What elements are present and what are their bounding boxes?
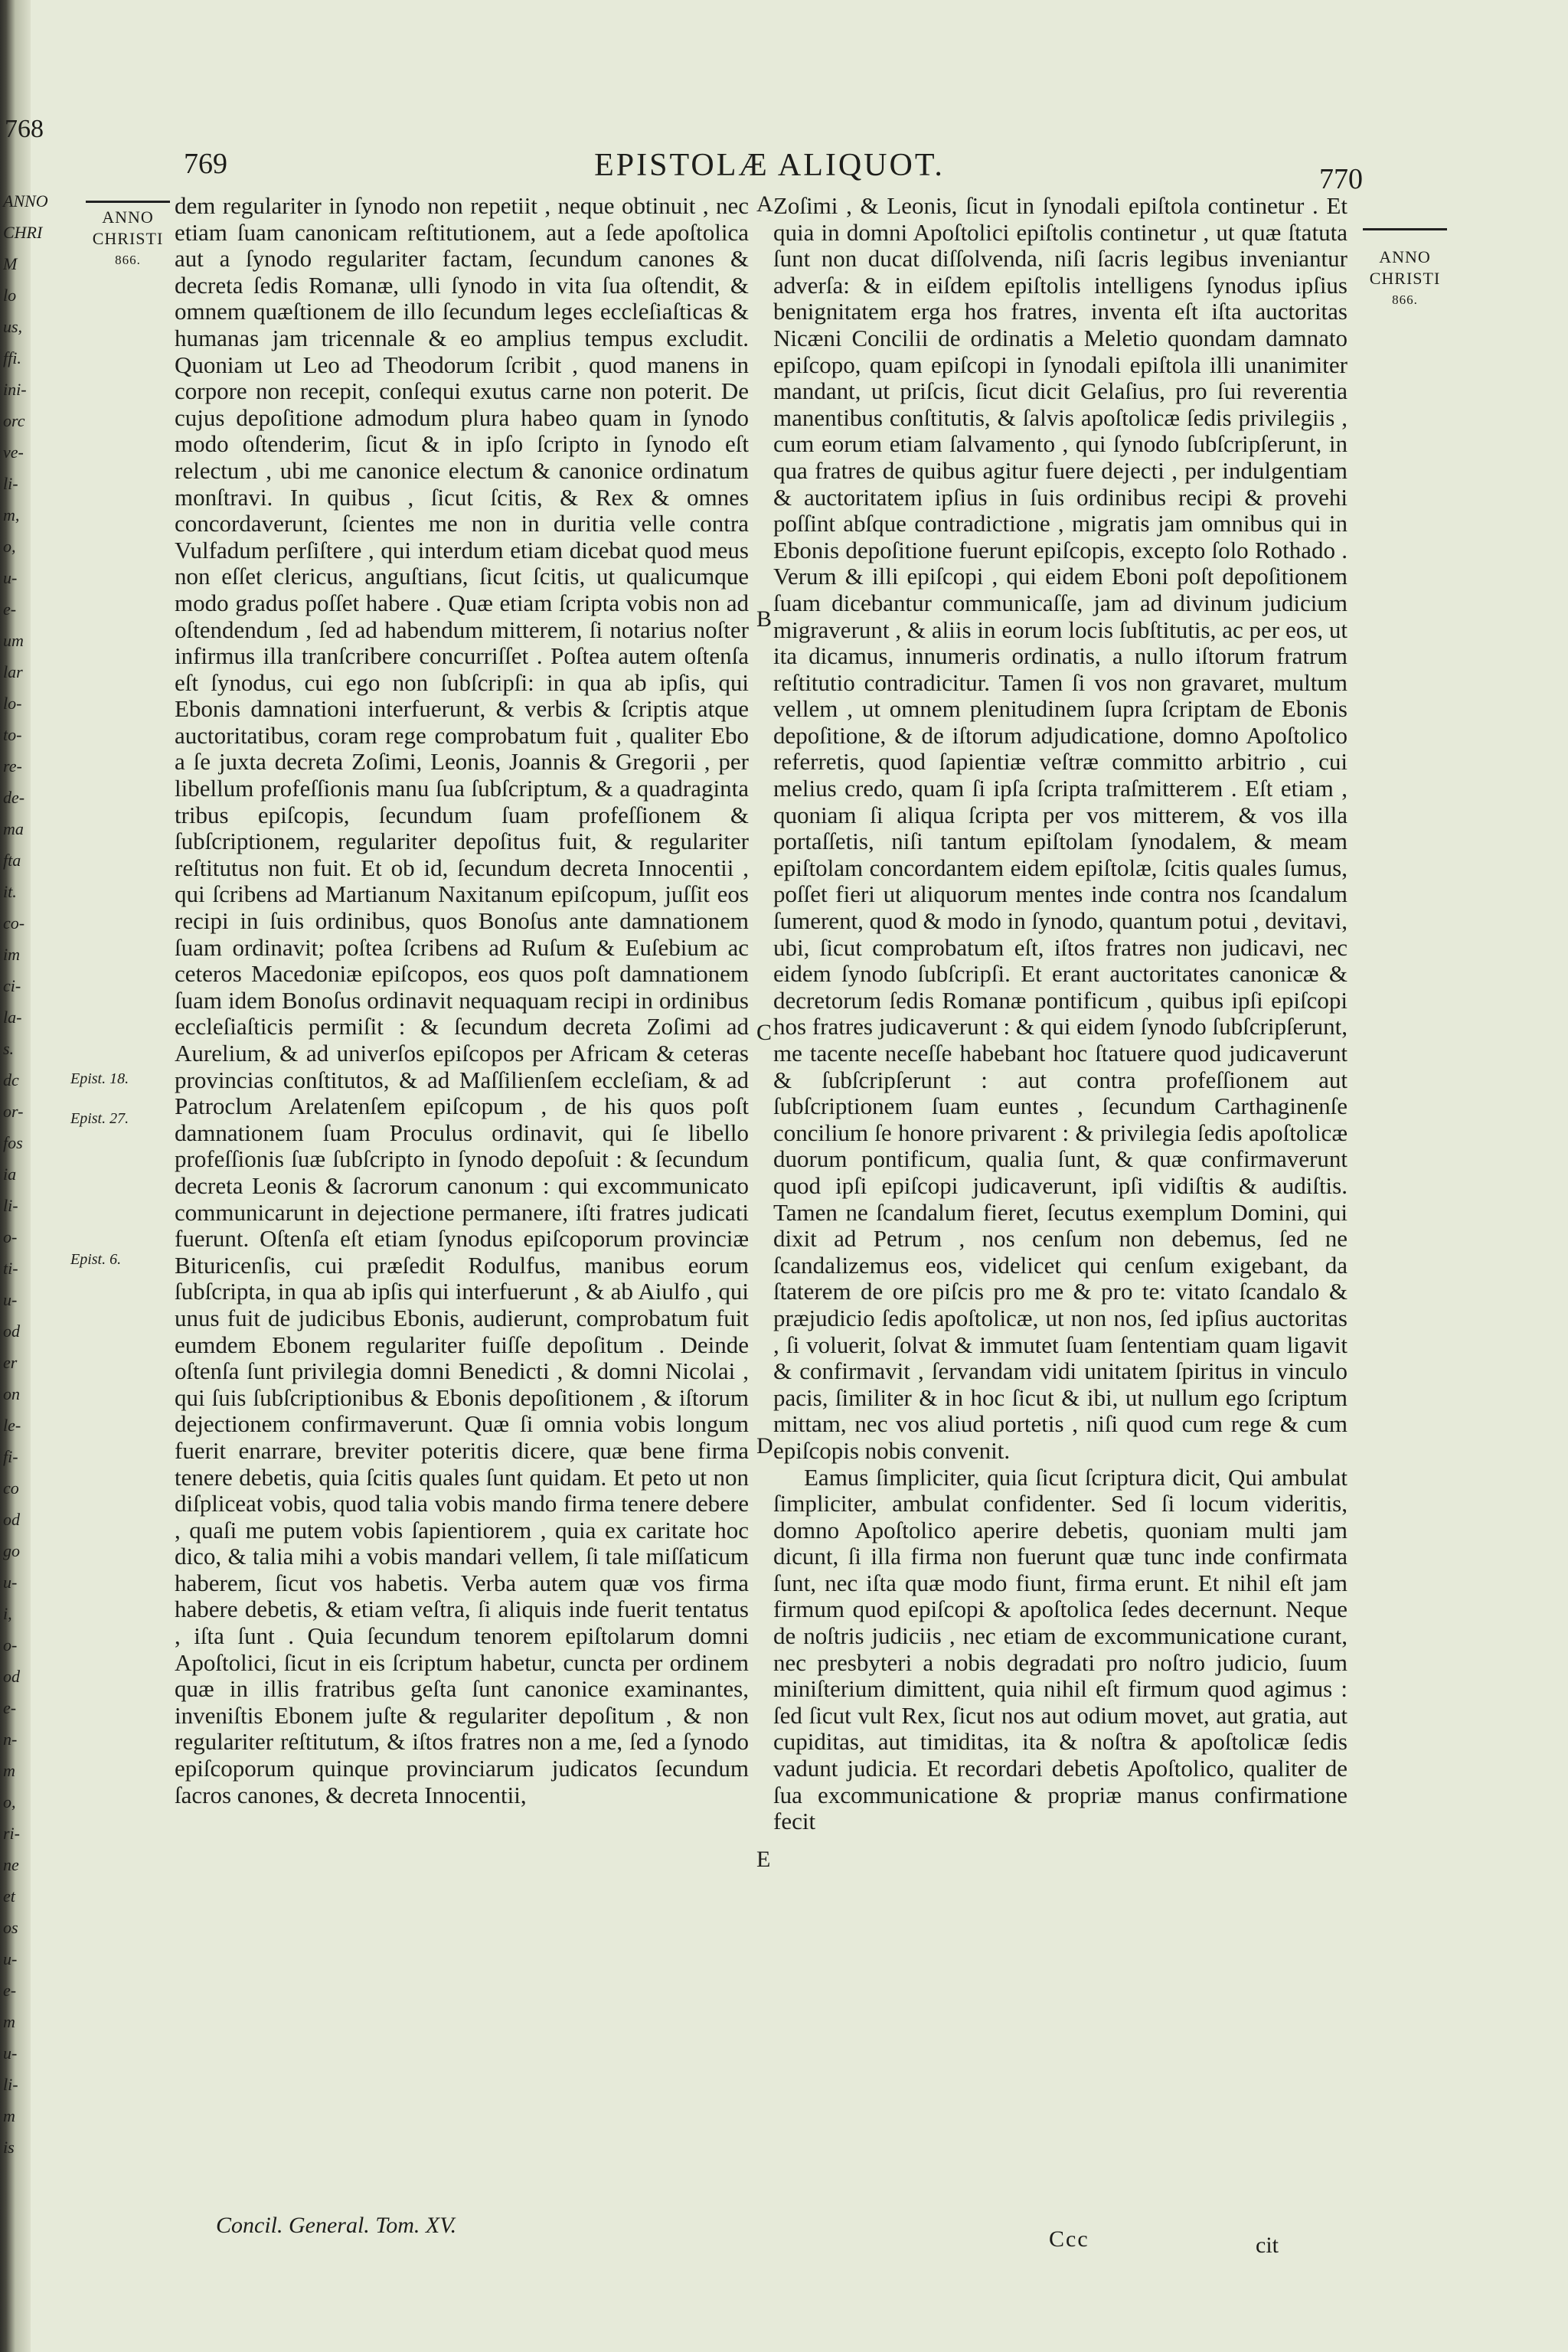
right-column-paragraph-2: Eamus ſimpliciter, quia ſicut ſcriptura dicit, Qui ambulat ſimpliciter, ambulat confidenter. Sed ſi locum videritis, domno Apoſtolico aperire debetis, quoniam multi jam dicunt, ſi illa firma non fuerunt quæ tunc inde confirmata ſunt, nec iſta quæ modo fiunt, firma erunt. Et nihil eſt jam firmum quod epiſcopi & apoſtolica ſedes decernunt. Neque de noſtris judiciis , nec etiam de excommunicatione curant, nec presbyteri a nobis degradati pro noſtro judicio, ſuum miniſterium dimittent, quia nihil eſt firmum quod agimus : ſed ſicut vult Rex, ſicut nos aut odium movet, aut gratia, aut cupiditas, aut timiditas, ita & noſtra & apoſtolicæ ſedis vadunt judicia. Et recordari debetis Apoſtolico, qualiter de ſua excommunicatione & propriæ manus confirmatione fecit [773, 1463, 1348, 1835]
previous-page-fragment: u- [3, 568, 18, 587]
page-number-left: 769 [184, 148, 227, 180]
previous-page-fragment: la- [3, 1008, 22, 1027]
previous-page-fragment: i, [3, 1604, 12, 1623]
section-letter-d: D [756, 1433, 773, 1459]
previous-page-fragment: et [3, 1886, 15, 1906]
rule-left [86, 201, 170, 203]
previous-page-fragment: M [3, 254, 18, 273]
previous-page-fragment: co- [3, 913, 25, 933]
right-column [773, 193, 1348, 1835]
previous-page-fragment: im [3, 945, 20, 964]
previous-page-fragment: s. [3, 1039, 15, 1058]
previous-page-fragment: ia [3, 1165, 17, 1184]
previous-page-fragment: ti- [3, 1259, 18, 1278]
footer-volume: Concil. General. Tom. XV. [216, 2213, 457, 2238]
right-column-text: Zoſimi , & Leonis, ſicut in ſynodali epiſtola continetur . Et quia in domni Apoſtolici epiſtolis continetur , ut quæ ſtatuta ſunt non ducat diſſolvenda, niſi ſacris legibus inveniantur adverſa: & in eiſdem epiſtolis intelligens ſynodus ipſius benignitatem erga hos fratres, inventa eſt iſta auctoritas Nicæni Concilii de ordinatis a Meletio quondam damnato epiſcopo, quam epiſcopi in ſynodali epiſtola illi unanimiter mandant, ut priſcis, ſicut dicit Gelaſius, pro ſui reverentia manentibus conſtitutis, & ſalvis apoſtolicæ ſedis privilegiis , cum eorum etiam ſalvamento , qui ſynodo ſubſcripſerunt, in qua fratres de quibus agitur fuere dejecti , per indulgentiam & auctoritatem ipſius in ſuis ordinibus recipi & provehi poſſint abſque contradictione , migratis jam omnibus qui in Ebonis depoſitione fuerunt epiſcopis, excepto ſolo Rothado . Verum & illi epiſcopi , qui eidem Eboni poſt depoſitionem ſuam dicebantur communicaſſe, jam ad divinum judicium migraverunt , & aliis in eorum locis ſubſtitutis, ac per eos, ut ita dicamus, innumeris ordinatis, a nullo iſtorum fratrum reſtitutio contradicitur. Tamen ſi vos non gravaret, multum vellem , ut omnem plenitudinem ſupra ſcriptam de Ebonis depoſitione, & de iſtorum adjudicatione, domno Apoſtolico referretis, quod ſapientiæ veſtræ committo arbitrio , cui melius credo, quam ſi ipſa ſcripta traſmitterem . Eſt etiam , quoniam ſi aliqua ſcripta per vos mitterem, & vos illa portaſſetis, niſi tantum epiſtolam ſynodalem, & meam epiſtolam concordantem eidem epiſtolæ, ſcitis quales ſumus, poſſet fieri ut aliquorum mentes inde contra nos ſcandalum ſumerent, quod & modo in ſynodo, quantum potui , devitavi, ubi, ſicut comprobatum eſt, iſtos fratres non judicavi, nec eidem ſynodo ſubſcripſi. Et erant auctoritates canonicæ & decretorum ſedis Romanæ pontificum , quibus ipſi epiſcopi hos fratres judicaverunt : & qui eidem ſynodo ſubſcripſerunt, me tacente neceſſe habebant hoc ſtatuere quod judicaverunt & ſubſcripſerunt : aut contra profeſſionem aut ſubſcriptionem ſuam euntes , ſecundum Carthaginenſe concilium ſe honore privarent : & privilegia ſedis apoſtolicæ duorum pontificum, qualia ſunt, & quæ confirmaverunt quod ipſi epiſcopi judicaverunt, ipſi vidiſtis & audiſtis. Tamen ne ſcandalum fieret, ſecutus exemplum Domini, qui dixit ad Petrum , nos cenſum non debemus, ſed ne ſcandalizemus eos, videlicet qui cenſum exigebant, da ſtaterem de ore piſcis pro me & pro te: vitato ſcandalo & præjudicio ſedis apoſtolicæ, ut non nos, ſed ipſius auctoritas , ſi voluerit, ſolvat & immutet ſuam ſententiam quam ligavit & confirmavit , ſervandam vidi unitatem ſpiritus in vinculo pacis, ſimiliter & in hoc ſicut & ibi, ut nullum ego ſcriptum mittam, nec vos aliud portetis , niſi quod cum rege & cum epiſcopis nobis convenit. [773, 192, 1348, 1464]
previous-page-fragment: er [3, 1353, 18, 1372]
previous-page-fragment: ne [3, 1855, 19, 1874]
previous-page-fragment: li- [3, 474, 18, 493]
previous-page-fragment: fos [3, 1133, 23, 1152]
previous-page-fragment: e- [3, 1981, 17, 2000]
previous-page-fragment: or- [3, 1102, 24, 1121]
previous-page-fragment: u- [3, 1573, 18, 1592]
page-number-right: 770 [1319, 163, 1363, 195]
previous-page-fragment: ve- [3, 443, 24, 462]
previous-page-fragment: dc [3, 1070, 19, 1089]
previous-page-fragment: ri- [3, 1824, 20, 1843]
previous-page-fragment: fta [3, 851, 21, 870]
previous-page-fragment: n- [3, 1730, 18, 1749]
previous-page-fragment: ci- [3, 976, 21, 995]
running-title: EPISTOLÆ ALIQUOT. [594, 148, 945, 183]
page-header [176, 147, 1363, 193]
previous-page-fragment: on [3, 1384, 20, 1403]
previous-page-number: 768 [5, 115, 44, 143]
previous-page-fragment: li- [3, 1196, 18, 1215]
section-letter-e: E [756, 1847, 771, 1872]
rule-right [1363, 228, 1447, 230]
previous-page-fragment: CHRI [3, 223, 43, 242]
previous-page-edge [0, 0, 54, 2352]
previous-page-fragment: go [3, 1541, 20, 1560]
section-letter-c: C [756, 1020, 773, 1045]
previous-page-fragment: u- [3, 1290, 18, 1309]
previous-page-fragment: re- [3, 756, 22, 776]
margin-note: Epist. 18. [70, 1070, 129, 1087]
catchword: cit [1256, 2233, 1279, 2258]
previous-page-fragment: is [3, 2138, 15, 2157]
previous-page-fragment: os [3, 1918, 18, 1937]
previous-page-fragment: o- [3, 1227, 18, 1246]
previous-page-fragment: ini- [3, 380, 27, 399]
previous-page-fragment: m [3, 1761, 15, 1780]
margin-note: Epist. 6. [70, 1251, 122, 1268]
anno-left: ANNO CHRISTI 866. [92, 207, 164, 267]
previous-page-fragment: m, [3, 505, 20, 524]
previous-page-fragment: um [3, 631, 24, 650]
previous-page-fragment: od [3, 1510, 20, 1529]
previous-page-fragment: e- [3, 599, 17, 619]
previous-page-fragment: m [3, 2012, 15, 2031]
previous-page-fragment: o, [3, 1792, 16, 1811]
section-letter-b: B [756, 606, 773, 632]
previous-page-fragment: co [3, 1478, 19, 1498]
previous-page-fragment: ma [3, 819, 24, 838]
previous-page-fragment: fi- [3, 1447, 18, 1466]
anno-right: ANNO CHRISTI 866. [1369, 247, 1441, 307]
previous-page-fragment: li- [3, 2075, 18, 2094]
previous-page-fragment: od [3, 1321, 20, 1341]
previous-page-fragment: u- [3, 1949, 18, 1968]
left-column [175, 193, 749, 1808]
left-column-text: dem regulariter in ſynodo non repetiit , neque obtinuit , nec etiam ſuam canonicam reſtitutionem, aut a ſede apoſtolica aut a ſynodo regulariter factam, ſecundum canones & decreta ſedis Romanæ, ulli ſynodo in vita ſua oſtendit, & omnem quæſtionem de illo ſecundum leges eccleſiaſticas & humanas jam tricennale & eo amplius tempus excludit. Quoniam ut Leo ad Theodorum ſcribit , quod manens in corpore non recepit, conſequi exutus carne non poterit. De cujus depoſitione admodum plura habeo quam in ſynodo modo oſtenderim, ſicut & in ipſo ſcripto in ſynodo eſt relectum , ubi me canonice electum & canonice ordinatum monſtravi. In quibus , ſicut ſcitis, & Rex & omnes concordaverunt, ſcientes me non in duritia velle contra Vulfadum perſiſtere , qui interdum etiam dicebat quod meus non eſſet clericus, anguſtians, ſicut ſcitis, ut qualicumque modo gradus poſſet habere . Quæ etiam ſcripta vobis non ad oſtendendum , ſed ad habendum mitterem, ſi notarius noſter infirmus illa tranſcribere concurriſſet . Poſtea autem oſtenſa eſt ſynodus, cui ego non ſubſcripſi: in qua ab ipſis, qui Ebonis damnationi interfuerunt, & verbis & ſcriptis atque auctoritatibus, coram rege comprobatum fuit , qualiter Ebo a ſe juxta decreta Zoſimi, Leonis, Joannis & Gregorii , per libellum profeſſionis manu ſua ſubſcriptum, & a quadraginta tribus epiſcopis, ſecundum ſuam profeſſionem & ſubſcriptionem, regulariter depoſitus fuit, & regulariter reſtitutus non fuit. Et ob id, ſecundum decreta Innocentii , qui ſcribens ad Martianum Naxitanum epiſcopum, juſſit eos recipi in ſuis ordinibus, quos Bonoſus ante damnationem ſuam ordinavit; poſtea ſcribens ad Ruſum & Euſebium ac ceteros Macedoniæ epiſcopos, eos quos poſt damnationem ſuam idem Bonoſus ordinavit nequaquam recipi in ordinibus eccleſiaſticis permiſit : & ſecundum decreta Zoſimi ad Aurelium, & ad univerſos epiſcopos per Africam & ceteras provincias conſtitutos, & ad Maſſilienſem eccleſiam, & ad Patroclum Arelatenſem epiſcopum , de his quos poſt damnationem ſuam Proculus ordinavit, qui ſe libello profeſſionis ſuæ ſubſcripto in ſynodo depoſuit : & ſecundum decreta Leonis & ſacrorum canonum : qui excommunicato communicarunt in dejectione permanere, iſti fratres judicati fuerunt. Oſtenſa eſt etiam ſynodus epiſcoporum provinciæ Bituricenſis, cui præſedit Rodulfus, manibus eorum ſubſcripta, in qua ab ipſis qui interfuerunt , & ab Aiulfo , qui unus fuit de judicibus Ebonis, audierunt, comprobatum fuit eumdem Ebonem regulariter fuiſſe depoſitum . Deinde oſtenſa ſunt privilegia domni Benedicti , & domni Nicolai , qui ſuis ſubſcriptionibus & Ebonis depoſitionem , & iſtorum dejectionem confirmaverunt. Quæ ſi omnia vobis longum fuerit enarrare, breviter poteritis dicere, quæ bene firma tenere debetis, quia ſcitis quales ſunt quidam. Et peto ut non diſpliceat vobis, quod talia vobis mando firma tenere debere , quaſi me putem vobis ſapientiorem , quia ex caritate hoc dico, & talia mihi a vobis mandari vellem, ſi tale miſſaticum haberem, ſicut vos habetis. Verba autem quæ vos firma habere debetis, & etiam veſtra, ſi aliquis inde fuerit tentatus , iſta ſunt . Quia ſecundum tenorem epiſtolarum domni Apoſtolici, ſicut in eis ſcriptum habetur, cuncta per ordinem quæ in illis fratribus geſta ſunt canonice examinantes, inveniſtis Ebonem juſte & regulariter depoſitum , & non regulariter reſtitutum, & iſtos fratres non a me, ſed a ſynodo epiſcoporum quinque provinciarum judicatos ſecundum ſacros canones, & decreta Innocentii, [175, 192, 749, 1808]
previous-page-fragment: ANNO [3, 191, 48, 211]
signature-mark: Ccc [1049, 2226, 1089, 2252]
previous-page-fragment: o, [3, 537, 16, 556]
previous-page-fragment: u- [3, 2043, 18, 2063]
previous-page-fragment: od [3, 1667, 20, 1686]
previous-page-fragment: to- [3, 725, 22, 744]
margin-note: Epist. 27. [70, 1110, 129, 1127]
previous-page-fragment: orc [3, 411, 25, 430]
previous-page-fragment: it. [3, 882, 17, 901]
previous-page-fragment: lo [3, 286, 17, 305]
previous-page-fragment: e- [3, 1698, 17, 1717]
previous-page-fragment: o- [3, 1635, 18, 1655]
previous-page-fragment: le- [3, 1416, 21, 1435]
previous-page-fragment: us, [3, 317, 23, 336]
previous-page-fragment: m [3, 2106, 15, 2125]
section-letter-a: A [756, 191, 773, 217]
previous-page-fragment: de- [3, 788, 25, 807]
previous-page-fragment: ffi. [3, 348, 21, 368]
previous-page-fragment: lar [3, 662, 23, 681]
previous-page-fragment: lo- [3, 694, 22, 713]
